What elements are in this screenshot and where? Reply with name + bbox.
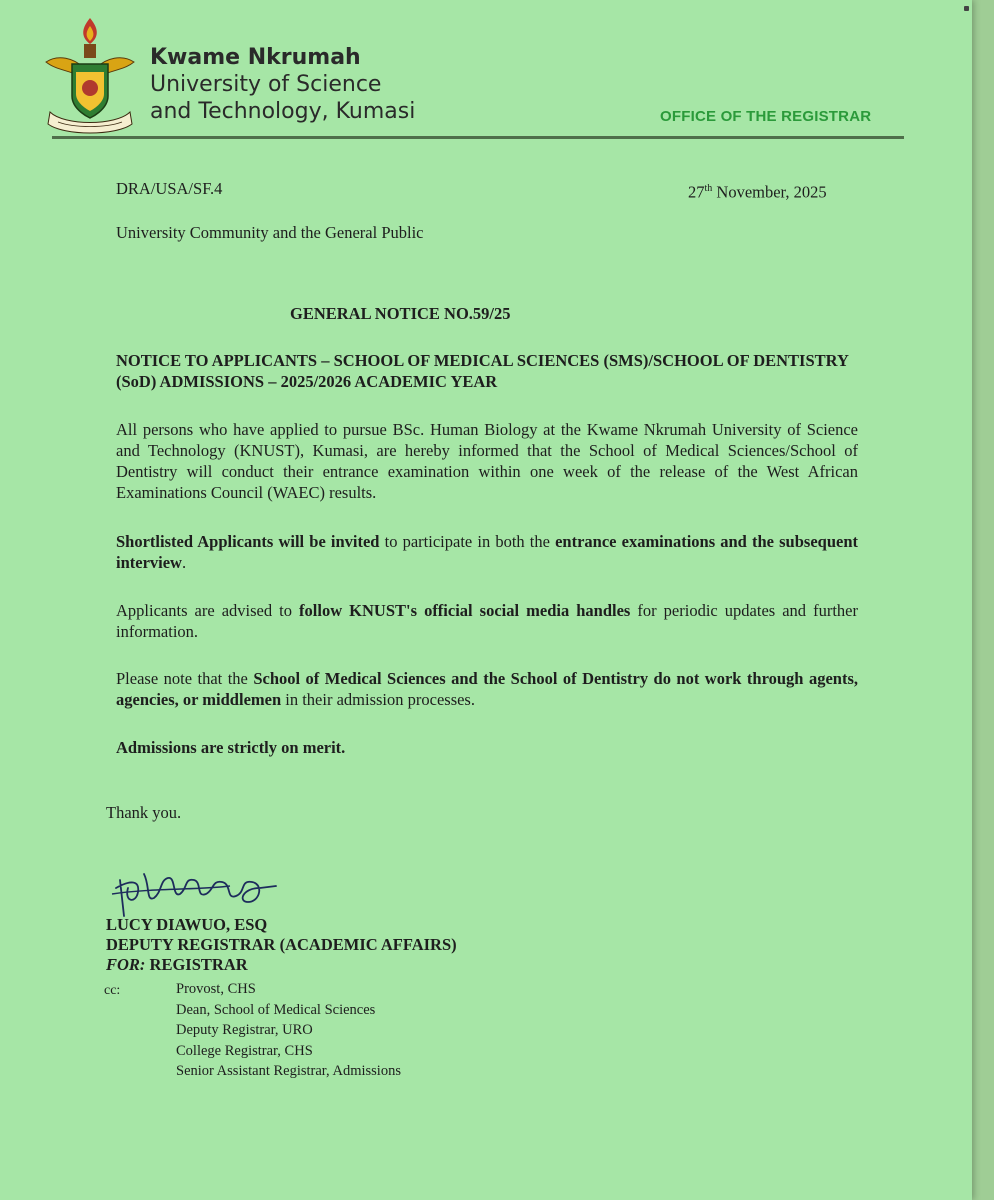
paragraph-2 (116, 531, 858, 573)
date-suffix: th (704, 183, 713, 194)
cc-item: Dean, School of Medical Sciences (176, 1001, 376, 1018)
cc-list (176, 979, 401, 1082)
page-edge-mark (964, 6, 969, 11)
signatory-name: LUCY DIAWUO, ESQ (106, 915, 268, 934)
p4-text-1: Please note that the (116, 669, 254, 688)
p4-bold: School of Medical Sciences and the School of Dentistry do not work through agents, agencies, or middlemen (116, 669, 858, 709)
university-name (150, 44, 415, 125)
p3-text-2: for periodic updates and further information. (116, 601, 858, 641)
paragraph-1: All persons who have applied to pursue BSc. Human Biology at the Kwame Nkrumah University of Science and Technology (KNUST), Kumasi, are hereby informed that the School of Medical Sciences/School of Dentistry will conduct their entrance examination within one week of the release of the West African Examinations Council (WAEC) results. (116, 420, 858, 502)
for-label: FOR: (106, 955, 146, 974)
paragraph-3 (116, 600, 858, 642)
signatory-title: DEPUTY REGISTRAR (ACADEMIC AFFAIRS) (106, 935, 457, 954)
date-day: 27 (688, 182, 705, 202)
for-value: REGISTRAR (145, 955, 248, 974)
university-name-line-1: Kwame Nkrumah (150, 45, 361, 70)
p2-text-2: . (181, 553, 187, 572)
university-name-line-3: and Technology, Kumasi (150, 99, 416, 124)
paragraph-4 (116, 668, 858, 710)
p2-text-1: to participate in both the (379, 532, 556, 551)
cc-item: College Registrar, CHS (176, 1042, 313, 1059)
signature-block (106, 915, 457, 975)
cc-item: Senior Assistant Registrar, Admissions (176, 1063, 401, 1079)
p4-text-2: in their admission processes. (281, 690, 475, 709)
notice-headline: NOTICE TO APPLICANTS – SCHOOL OF MEDICAL SCIENCES (SMS)/SCHOOL OF DENTISTRY (SoD) ADMISSIONS – 2025/2026 ACADEMIC YEAR (116, 351, 849, 391)
p3-text-1: Applicants are advised to (116, 601, 300, 620)
p2-bold-1: Shortlisted Applicants will be invited (116, 532, 380, 551)
closing: Thank you. (106, 803, 182, 822)
recipient: University Community and the General Public (116, 223, 424, 242)
letter-date (688, 178, 827, 203)
reference-number: DRA/USA/SF.4 (116, 179, 223, 198)
office-of-registrar: OFFICE OF THE REGISTRAR (660, 108, 872, 125)
cc-label: cc: (104, 983, 121, 998)
header-divider (52, 136, 904, 139)
university-name-line-2: University of Science (150, 72, 382, 97)
for-registrar (106, 955, 457, 975)
signature-icon (110, 858, 280, 918)
cc-item: Provost, CHS (176, 981, 256, 997)
p2-bold-2: entrance examinations and the subsequent interview (116, 532, 858, 572)
knust-crest-icon (44, 14, 136, 140)
date-month-year: November, 2025 (712, 182, 827, 202)
notice-title: GENERAL NOTICE NO.59/25 (290, 304, 511, 323)
paragraph-5: Admissions are strictly on merit. (116, 738, 346, 757)
cc-item: Deputy Registrar, URO (176, 1022, 313, 1038)
p3-bold: follow KNUST's official social media handles (299, 601, 631, 620)
